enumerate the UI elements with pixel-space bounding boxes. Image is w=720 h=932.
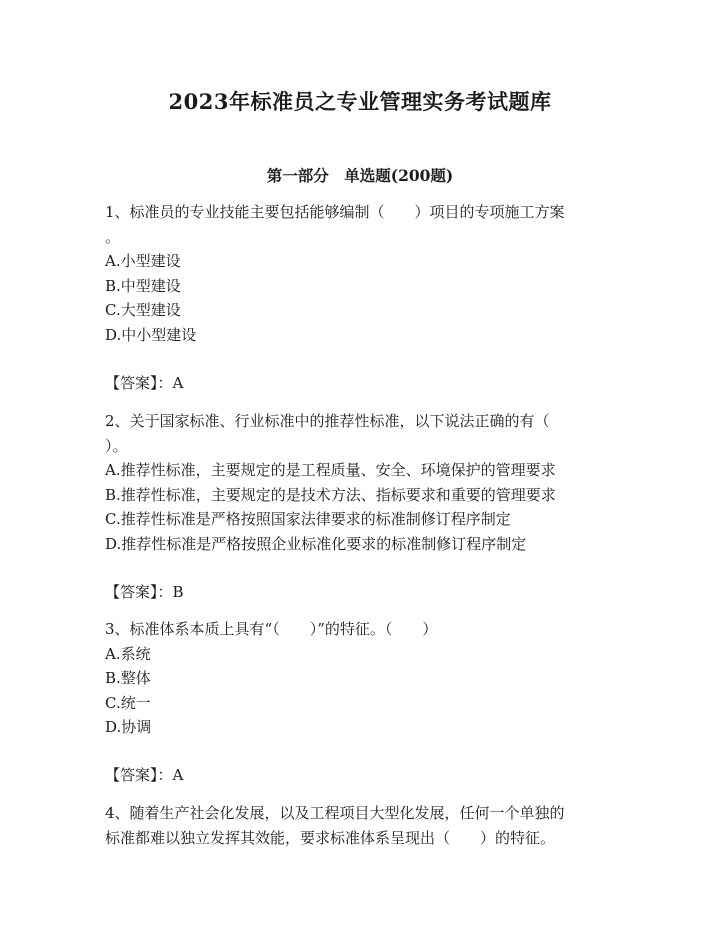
question-4-stem-line-1: 4、随着生产社会化发展，以及工程项目大型化发展，任何一个单独的 (105, 804, 565, 822)
question-1-option-d: D.中小型建设 (105, 325, 197, 344)
question-1 (105, 200, 625, 347)
question-2 (105, 409, 625, 556)
answer-label: 【答案】：B (105, 583, 184, 601)
question-2-option-d: D.推荐性标准是严格按照企业标准化要求的标准制修订程序制定 (105, 534, 527, 553)
question-2-answer (105, 580, 625, 605)
answer-label: 【答案】：A (105, 766, 184, 784)
question-4-stem-line-2: 标准都难以独立发挥其效能，要求标准体系呈现出（ ）的特征。 (105, 828, 556, 847)
question-1-answer (105, 371, 625, 396)
section-heading: 第一部分 单选题(200题) (266, 166, 454, 185)
question-4 (105, 801, 625, 850)
question-1-option-c: C.大型建设 (105, 301, 181, 319)
question-2-option-b: B.推荐性标准，主要规定的是技术方法、指标要求和重要的管理要求 (105, 485, 556, 504)
question-1-option-a: A.小型建设 (105, 252, 181, 270)
question-3-option-a: A.系统 (105, 644, 151, 663)
answer-label: 【答案】：A (105, 374, 184, 392)
question-2-option-c: C.推荐性标准是严格按照国家法律要求的标准制修订程序制定 (105, 510, 511, 528)
question-1-stem-line-1: 1、标准员的专业技能主要包括能够编制（ ）项目的专项施工方案 (105, 203, 565, 221)
document-title: 2023年标准员之专业管理实务考试题库 (168, 89, 552, 114)
question-1-option-b: B.中型建设 (105, 276, 181, 295)
question-3-option-b: B.整体 (105, 669, 151, 687)
question-2-option-a: A.推荐性标准，主要规定的是工程质量、安全、环境保护的管理要求 (105, 461, 556, 479)
question-3 (105, 617, 625, 740)
question-1-stem-line-2: 。 (105, 227, 121, 246)
question-2-stem-line-1: 2、关于国家标准、行业标准中的推荐性标准，以下说法正确的有（ (105, 412, 550, 430)
question-3-option-c: C.统一 (105, 693, 151, 712)
question-2-stem-line-2: ）。 (105, 436, 128, 455)
question-3-answer (105, 763, 625, 788)
question-3-option-d: D.协调 (105, 718, 152, 736)
question-3-stem-line-1: 3、标准体系本质上具有“（ ）”的特征。（ ） (105, 620, 438, 638)
